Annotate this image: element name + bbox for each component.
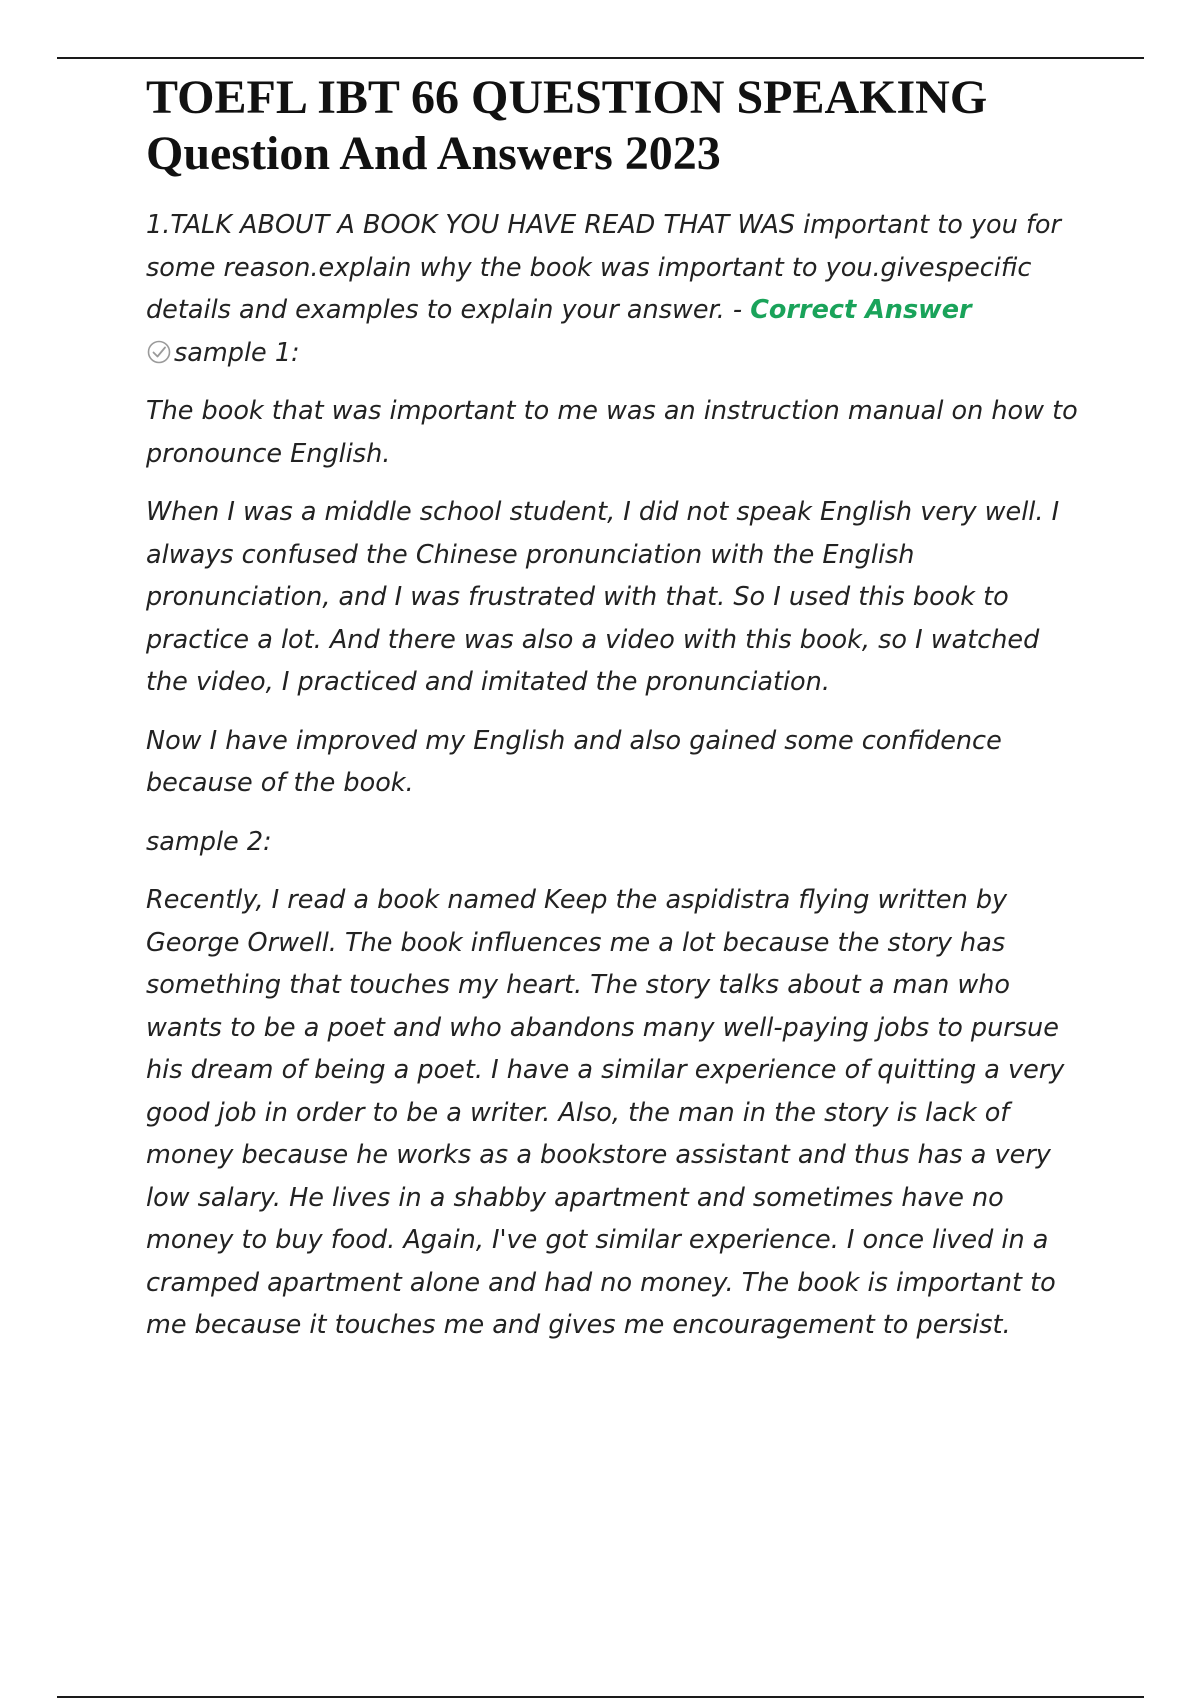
title-line-2: Question And Answers 2023 <box>146 127 721 180</box>
answer-paragraph-4: Recently, I read a book named Keep the aspidistra flying written by George Orwell. The book influences me a lot because the story has something that touches my heart. The story talks about a man who wants to be a poet and who abandons many well-paying jobs to pursue his dream of being a poet. I have a similar experience of quitting a very good job in order to be a writer. Also, the man in the story is lack of money because he works as a bookstore assistant and thus has a very low salary. He lives in a shabby apartment and sometimes have no money to buy food. Again, I've got similar experience. I once lived in a cramped apartment alone and had no money. The book is important to me because it touches me and gives me encouragement to persist. <box>146 885 1065 1340</box>
sample-2-label: sample 2: <box>146 826 272 857</box>
title-line-1: TOEFL IBT 66 QUESTION SPEAKING <box>146 71 988 124</box>
answer-paragraph-1: The book that was important to me was an instruction manual on how to pronounce English. <box>146 396 1078 469</box>
checkmark-circle-icon <box>146 339 172 365</box>
document-body <box>146 70 1086 1363</box>
answer-paragraph-3: Now I have improved my English and also gained some confidence because of the book. <box>146 725 1002 798</box>
question-paragraph <box>146 204 1086 374</box>
correct-answer-label: Correct Answer <box>750 295 972 325</box>
sample-1-label: sample 1: <box>174 337 300 368</box>
bottom-rule <box>57 1696 1144 1698</box>
answer-paragraph-2: When I was a middle school student, I did not speak English very well. I always confused the Chinese pronunciation with the English pronunciation, and I was frustrated with that. So I used this book to practice a lot. And there was also a video with this book, so I watched the video, I practiced and imitated the pronunciation. <box>146 497 1060 697</box>
question-text: 1.TALK ABOUT A BOOK YOU HAVE READ THAT WAS important to you for some reason.explain why the book was important to you.givespecific details and examples to explain your answer. - <box>146 210 1061 325</box>
top-rule <box>57 57 1144 59</box>
page-title <box>146 70 1086 182</box>
